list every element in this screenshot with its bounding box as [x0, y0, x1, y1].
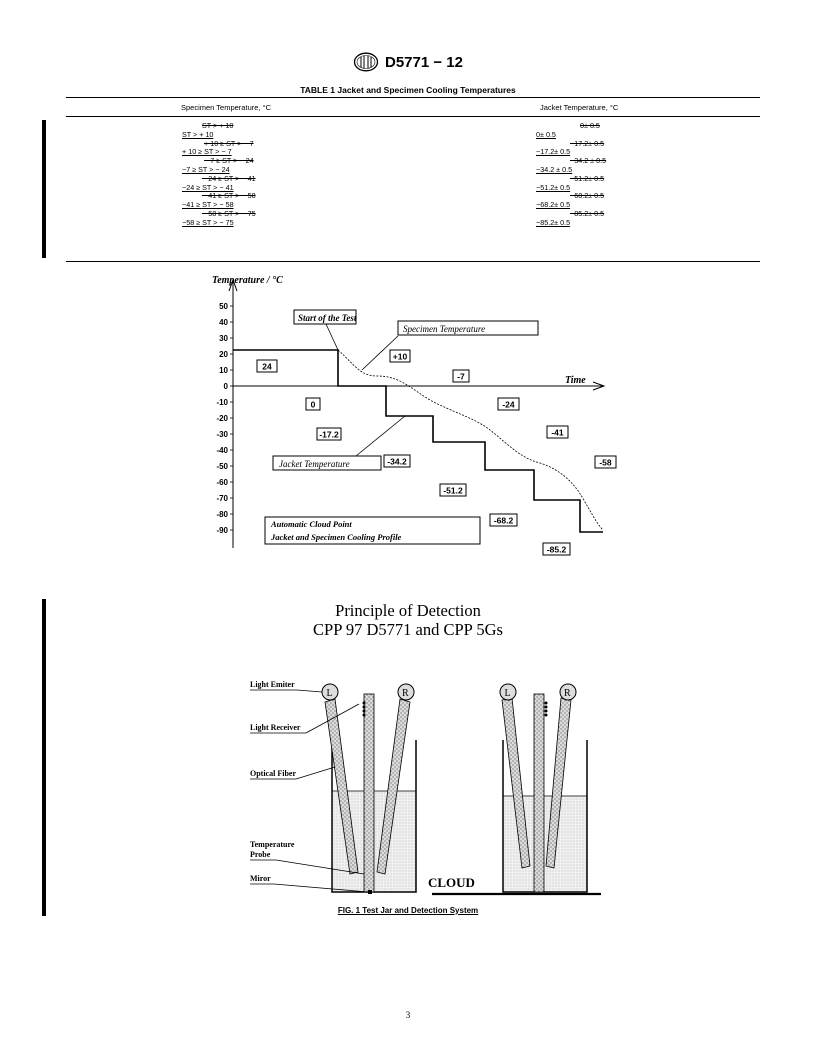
y-tick-label: 30 — [219, 334, 228, 343]
y-tick-label: -50 — [216, 462, 228, 471]
column-header-jacket: Jacket Temperature, °C — [540, 103, 619, 112]
y-tick-label: -90 — [216, 526, 228, 535]
table-cell: ST > + 10 — [202, 121, 234, 130]
table-title: TABLE 1 Jacket and Specimen Cooling Temperatures — [300, 85, 516, 95]
table-cell: − 58 ≥ ST > − 75 — [202, 208, 256, 218]
table-cell: ST > + 10 — [182, 129, 214, 139]
jacket-pointer — [356, 416, 405, 456]
astm-logo-icon — [353, 52, 379, 72]
right-light-dots — [545, 702, 548, 717]
value-label: -34.2 — [387, 456, 407, 467]
x-axis-label: Time — [565, 375, 586, 386]
change-bar — [42, 599, 46, 916]
page-number: 3 — [405, 1010, 411, 1020]
y-tick-label: -60 — [216, 478, 228, 487]
temperature-probe-label-line1: Temperature — [250, 840, 295, 849]
table-cell: −58 ≥ ST > − 75 — [182, 217, 234, 227]
left-R-letter: R — [402, 688, 409, 699]
page-header — [0, 52, 816, 77]
y-tick-label: -70 — [216, 494, 228, 503]
light-emitter-label: Light Emiter — [250, 680, 295, 689]
jacket-temperature-series — [233, 350, 603, 532]
right-R-letter: R — [564, 688, 571, 699]
change-bar — [42, 120, 46, 258]
column-header-specimen: Specimen Temperature, °C — [181, 103, 271, 112]
y-tick-label: 40 — [219, 318, 228, 327]
table-cell: 0± 0.5 — [536, 129, 556, 139]
table-cell: + 10 ≥ ST > − 7 — [182, 147, 232, 157]
table-cell: −51.2± 0.5 — [570, 173, 605, 183]
table-cell: −85.2± 0.5 — [536, 217, 571, 227]
cooling-profile-chart — [190, 270, 630, 575]
table-cell: −7 ≥ ST > − 24 — [182, 164, 230, 174]
table-cell: − 7 ≥ ST > − 24 — [204, 156, 254, 166]
right-temperature-probe — [534, 694, 544, 892]
specimen-temperature-series — [338, 350, 603, 530]
table-cell: − 41 ≥ ST > − 58 — [202, 191, 256, 201]
value-label: -17.2 — [319, 429, 339, 440]
value-label: -41 — [551, 427, 564, 438]
detection-system-diagram — [240, 672, 610, 904]
right-L-letter: L — [504, 688, 511, 699]
detection-title-line1: Principle of Detection — [335, 601, 481, 620]
value-label: 24 — [262, 361, 272, 372]
y-tick-labels — [216, 302, 233, 535]
start-pointer — [326, 324, 338, 350]
value-label: -68.2 — [493, 515, 514, 526]
value-label: -51.2 — [443, 485, 463, 496]
profile-caption-line2: Jacket and Specimen Cooling Profile — [271, 532, 402, 542]
start-of-test-label: Start of the Test — [298, 313, 357, 323]
y-tick-label: -10 — [216, 398, 228, 407]
y-tick-label: -40 — [216, 446, 228, 455]
table-top-rule — [66, 97, 760, 98]
mirror-label: Miror — [250, 874, 271, 883]
left-L-letter: L — [326, 688, 333, 699]
y-tick-label: -20 — [216, 414, 228, 423]
y-axis-label: Temperature / °C — [212, 275, 283, 286]
table-cell: 0± 0.5 — [580, 121, 600, 130]
figure-caption: FIG. 1 Test Jar and Detection System — [337, 906, 479, 915]
table-cell: −41 ≥ ST > − 58 — [182, 200, 234, 210]
optical-fiber-label: Optical Fiber — [250, 769, 296, 778]
table-cell: − 24 ≥ ST > − 41 — [202, 173, 256, 183]
table-cell: −17.2± 0.5 — [536, 147, 571, 157]
document-id: D5771 − 12 — [385, 53, 463, 71]
table-cell: −34.2 ± 0.5 — [536, 164, 573, 174]
light-receiver-label: Light Receiver — [250, 723, 301, 732]
left-temperature-probe — [364, 694, 374, 892]
table-cell: + 10 ≥ ST > − 7 — [204, 138, 254, 148]
y-tick-label: 50 — [219, 302, 228, 311]
value-label: -58 — [599, 457, 612, 468]
table-cell: −51.2± 0.5 — [536, 182, 571, 192]
y-tick-label: -80 — [216, 510, 228, 519]
y-tick-label: 10 — [219, 366, 228, 375]
left-mirror — [368, 890, 372, 894]
cloud-label: CLOUD — [428, 875, 475, 890]
value-label: -85.2 — [546, 544, 567, 555]
y-tick-label: 20 — [219, 350, 228, 359]
table-header-rule — [66, 116, 760, 117]
table-bottom-rule — [66, 261, 760, 262]
jacket-column — [536, 122, 606, 228]
table-cell: −34.2 ± 0.5 — [570, 156, 607, 166]
specimen-temperature-label: Specimen Temperature — [403, 324, 486, 334]
y-tick-label: -30 — [216, 430, 228, 439]
detection-title-line2: CPP 97 D5771 and CPP 5Gs — [313, 620, 503, 639]
table-cell: −24 ≥ ST > − 41 — [182, 182, 234, 192]
jacket-temperature-label: Jacket Temperature — [279, 459, 350, 469]
table-cell: −68.2± 0.5 — [536, 200, 571, 210]
value-label: 0 — [310, 399, 316, 410]
table-cell: −17.2± 0.5 — [570, 138, 605, 148]
value-label: -7 — [457, 371, 465, 382]
y-tick-label: 0 — [223, 382, 228, 391]
value-label: +10 — [392, 351, 408, 362]
table-cell: −68.2± 0.5 — [570, 191, 605, 201]
table-cell: −85.2± 0.5 — [570, 208, 605, 218]
value-label: -24 — [502, 399, 515, 410]
profile-caption-line1: Automatic Cloud Point — [271, 519, 352, 529]
specimen-column — [182, 122, 256, 228]
temperature-probe-label-line2: Probe — [250, 850, 271, 859]
